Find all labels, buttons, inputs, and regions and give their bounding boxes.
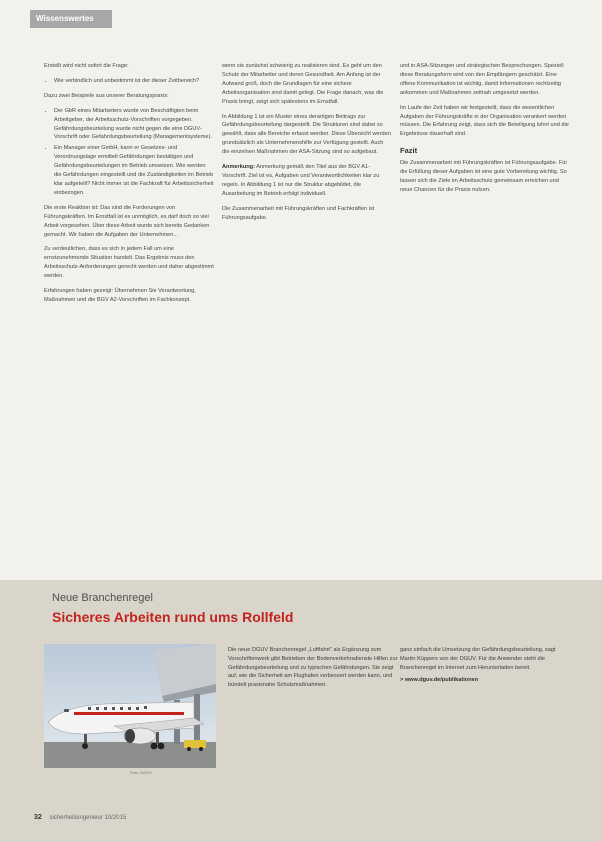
paragraph: Dazu zwei Beispiele aus unserer Beratungspraxis: bbox=[44, 92, 169, 99]
page-footer bbox=[34, 814, 126, 821]
inline-heading: Anmerkung: bbox=[222, 164, 255, 171]
paragraph: Die Zusammenarbeit mit Führungskräften ist Führungsaufgabe. Für die Erfüllung dieser Aufgaben ist eine gute Vorbereitung wichtig. So lassen sich die Ziele im Arbeitsschutz gemeinsam erreichen und neue Chancen für die Praxis nutzen. bbox=[400, 160, 568, 193]
bullet-list bbox=[44, 107, 214, 198]
paragraph: In Abbildung 1 ist ein Muster eines derartigen Beitrags zur Gefährdungsbeurteilung dargestellt. Die Strukturen sind dabei so gewählt, dass alle Bereiche erfasst werden. Diese Übersicht werden grundsätzlich als Unternehmenshilfe zur Verfügung gestellt. Auch die einzelnen Maßnahmen der ASA-Sitzung sind so aufgebaut. bbox=[222, 113, 391, 156]
paragraph: und in ASA-Sitzungen und strategischen Besprechungen. Speziell diese Beratungsform wird von den Empfängern geschätzt. Eine offene Kommunikation ist wichtig, damit Informationen rechtzeitig ankommen und Maßnahmen zeitnah umgesetzt werden. bbox=[400, 63, 564, 96]
paragraph: Die Zusammenarbeit mit Führungskräften und Fachkräften ist Führungsaufgabe. bbox=[222, 205, 375, 221]
box-column-2 bbox=[400, 646, 570, 689]
bullet-item: • Wie verbindlich und unbestimmt ist der dieser Zeitbereich? bbox=[54, 77, 214, 86]
text-column-1 bbox=[44, 62, 214, 311]
airport-photo bbox=[44, 644, 216, 768]
photo-caption: Foto: DGUV bbox=[130, 770, 152, 775]
paragraph: Zu verdeutlichen, dass es sich in jedem Fall um eine ernstzunehmende Situation handelt. Das Ergebnis muss den Arbeitsschutz-Anforderungen gerecht werden und daher abgestimmt werden. bbox=[44, 246, 214, 280]
airplane-image bbox=[44, 644, 216, 768]
box-column-1 bbox=[228, 646, 398, 694]
text-column-3 bbox=[400, 62, 570, 201]
paragraph: Die erste Reaktion ist: Das sind die Forderungen von Führungskräften. Im Ernstfall ist es unmöglich, es darf doch so viel Arbeit vorgesehen. Über diese Arbeit wurde sich bereits Gedanken gemacht. Wir haben die Aufgaben der Unternehmen... bbox=[44, 204, 210, 238]
paragraph: Im Laufe der Zeit haben wir festgestellt, dass die wesentlichen Aufgaben der Führungskräfte in der Organisation verankert werden müssen. Die Erfahrung zeigt, dass sich die Beteiligung lohnt und die Ergebnisse dauerhaft sind. bbox=[400, 104, 569, 138]
publication-name: sicherheitsingenieur 10/2015 bbox=[49, 815, 127, 821]
paragraph: Erfahrungen haben gezeigt: Übernehmen Sie Verantwortung, Maßnahmen und die BGV A2-Vorschriften im Fachkonzept. bbox=[44, 288, 196, 303]
box-kicker: Neue Branchenregel bbox=[52, 592, 153, 604]
page-number: 32 bbox=[34, 814, 42, 821]
paragraph bbox=[222, 163, 392, 199]
paragraph: ganz einfach die Umsetzung der Gefährdungsbeurteilung, sagt Martin Küppers von der DGUV. Für die Anwender steht die Branchenregel im Internet zum Herunterladen bereit. bbox=[400, 647, 556, 671]
paragraph: wenn sie zunächst schwierig zu realisieren sind. Es geht um den Schutz der Mitarbeiter und deren Gesundheit. Am Anfang ist der Aufwand groß, doch die Grundlagen für eine sichere Arbeitsorganisation sind damit gelegt. Die Frage danach, was die Praxis bringt, zeigt sich spätestens im Ernstfall. bbox=[222, 63, 384, 105]
fazit-heading: Fazit bbox=[400, 146, 418, 156]
text-column-2 bbox=[222, 62, 392, 229]
paragraph-text: Anmerkung gemäß den Titel aus der BGV A1-Vorschrift. Ziel ist es, Aufgaben und Verantwortlichkeiten klar zu regeln. In Abbildung 1 ist nur die Struktur abgebildet, die Ausarbeitung im Betrieb erfolgt individuell. bbox=[222, 164, 380, 197]
paragraph: Die neue DGUV Branchenregel „Luftfahrt“ als Ergänzung zum Vorschriftenwerk gibt Betrieben der Bodenverkehrsdienste Hilfen zur Gefährdungsbeurteilung und zu typischen Gefährdungen. Sie zeigt auf, wie die Sicherheit am Flughafen verbessert werden kann, und bündelt praxisnahe Schutzmaßnahmen. bbox=[228, 647, 398, 689]
bullet-list bbox=[44, 77, 214, 86]
section-tag: Wissenswertes bbox=[30, 10, 112, 28]
box-headline: Sicheres Arbeiten rund ums Rollfeld bbox=[52, 609, 294, 625]
source-link[interactable]: > www.dguv.de/publikationen bbox=[400, 677, 479, 684]
bullet-item: • Ein Manager einer GmbH, kann er Gesetzes- und Verordnungslage ermittelt Gefährdungen bestätigen und Gefährdungsbeurteilungen im Betrieb umsetzen. Wie werden die Gefährdungen eingestellt und die Zuständigkeiten im Betrieb klar aufgeteilt? Nicht immer ist die Fachkraft für Arbeitssicherheit einbezogen. bbox=[54, 144, 214, 197]
bullet-item: • Der GbR eines Mitarbeiters wurde von Beschäftigten beim Arbeitgeber, der Arbeitsschutz-Vorschriften vorgegeben. Gefährdungsbeurteilung wurde nicht gegen die eine DGUV-Vorschrift oder Gefahrdungsbeurteilung (Managementsysteme). bbox=[54, 107, 214, 143]
paragraph: Erstellt wird nicht sofort die Frage: bbox=[44, 63, 129, 69]
